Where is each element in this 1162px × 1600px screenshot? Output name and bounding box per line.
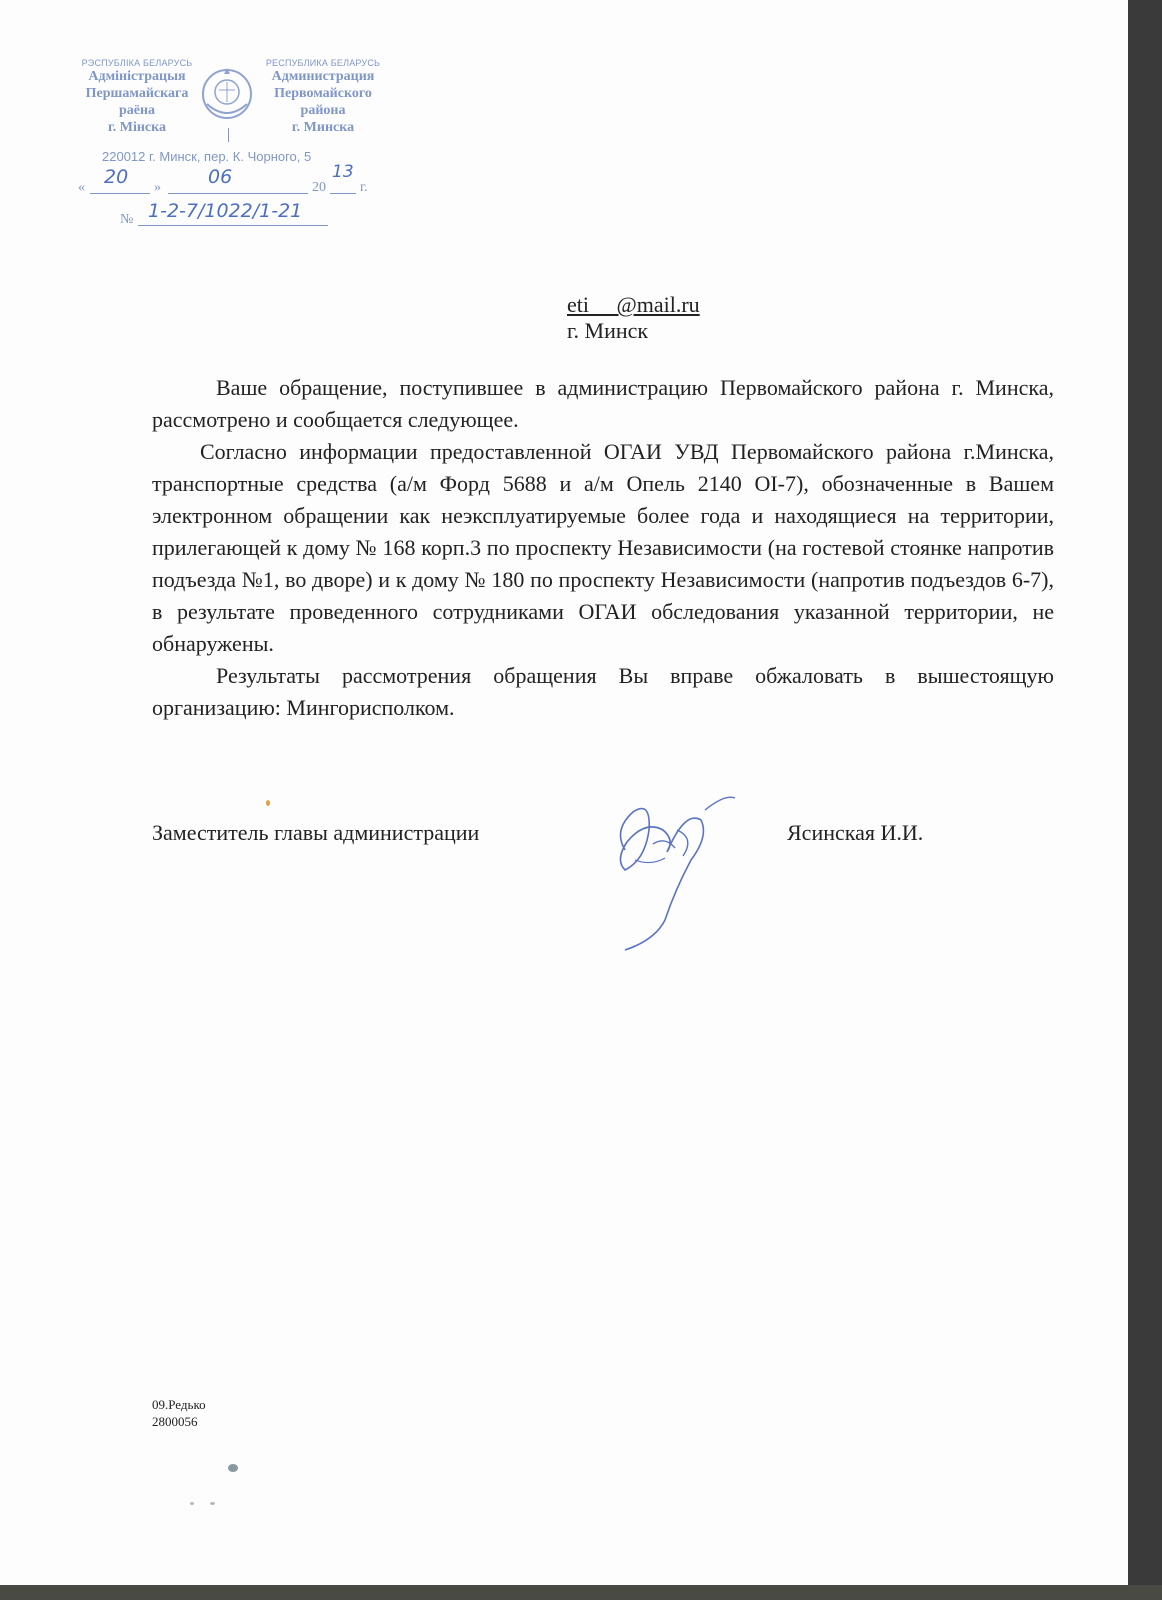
stamp-line: Первомайского (274, 86, 372, 101)
number-value: 1-2-7/1022/1-21 (148, 200, 303, 222)
stamp-line: Адміністрацыя (88, 69, 186, 84)
executor-footer (152, 1396, 206, 1430)
paragraph-appeal: Результаты рассмотрения обращения Вы вправе обжаловать в вышестоящую организацию: Мингорисполком. (152, 663, 1054, 720)
paragraph-intro: Ваше обращение, поступившее в администрацию Первомайского района г. Минска, рассмотрено и сообщается следующее. (152, 375, 1054, 432)
date-day: 20 (104, 166, 129, 188)
recipient-email: eti @mail.ru (567, 292, 700, 317)
stamp-russian (258, 58, 388, 136)
executor-phone: 2800056 (152, 1414, 198, 1429)
executor-name: 09.Редько (152, 1397, 206, 1412)
date-year-end: г. (360, 180, 368, 195)
scan-edge-bottom (0, 1585, 1162, 1600)
letter-body (152, 372, 1054, 724)
handwritten-signature (605, 790, 755, 970)
signatory-name: Ясинская И.И. (787, 820, 924, 845)
signatory-title: Заместитель главы администрации (152, 820, 480, 845)
official-stamp (72, 58, 402, 238)
date-year-prefix: 20 (312, 180, 326, 195)
date-month: 06 (208, 166, 233, 188)
stamp-address: 220012 г. Минск, пер. К. Чорного, 5 (102, 149, 312, 164)
recipient-city: г. Минск (567, 318, 649, 343)
stamp-belarusian (72, 58, 202, 136)
stamp-line: г. Мінска (107, 120, 167, 135)
signature-row (152, 820, 1054, 860)
stamp-line: Администрация (271, 69, 375, 84)
stamp-line: района (300, 103, 346, 118)
stamp-republic-ru: РЕСПУБЛИКА БЕЛАРУСЬ (265, 58, 381, 68)
stamp-republic-be: РЭСПУБЛІКА БЕЛАРУСЬ (81, 58, 193, 68)
scan-edge-right (1128, 0, 1162, 1600)
date-year: 13 (332, 162, 354, 182)
recipient-block (567, 292, 700, 344)
stamp-line: Першамайскага (85, 86, 189, 101)
number-prefix: № (120, 212, 134, 227)
paragraph-findings: Согласно информации предоставленной ОГАИ УВД Первомайского района г.Минска, транспортные средства (а/м Форд 5688 и а/м Опель 2140 OI-7), обозначенные в Вашем электронном обращении как неэксплуатируемые более года и находящиеся на территории, прилегающей к дому № 168 корп.3 по проспекту Независимости (на гостевой стоянке напротив подъезда №1, во дворе) и к дому № 180 по проспекту Независимости (напротив подъездов 6-7), в результате проведенного сотрудниками ОГАИ обследования указанной территории, не обнаружены. (152, 439, 1054, 656)
stamp-number (120, 202, 410, 228)
stamp-line: г. Минска (291, 120, 355, 135)
state-emblem-icon (197, 64, 257, 124)
stamp-date: « 20 » 06 20 13 г. (78, 162, 368, 195)
stamp-line: раёна (118, 103, 156, 118)
